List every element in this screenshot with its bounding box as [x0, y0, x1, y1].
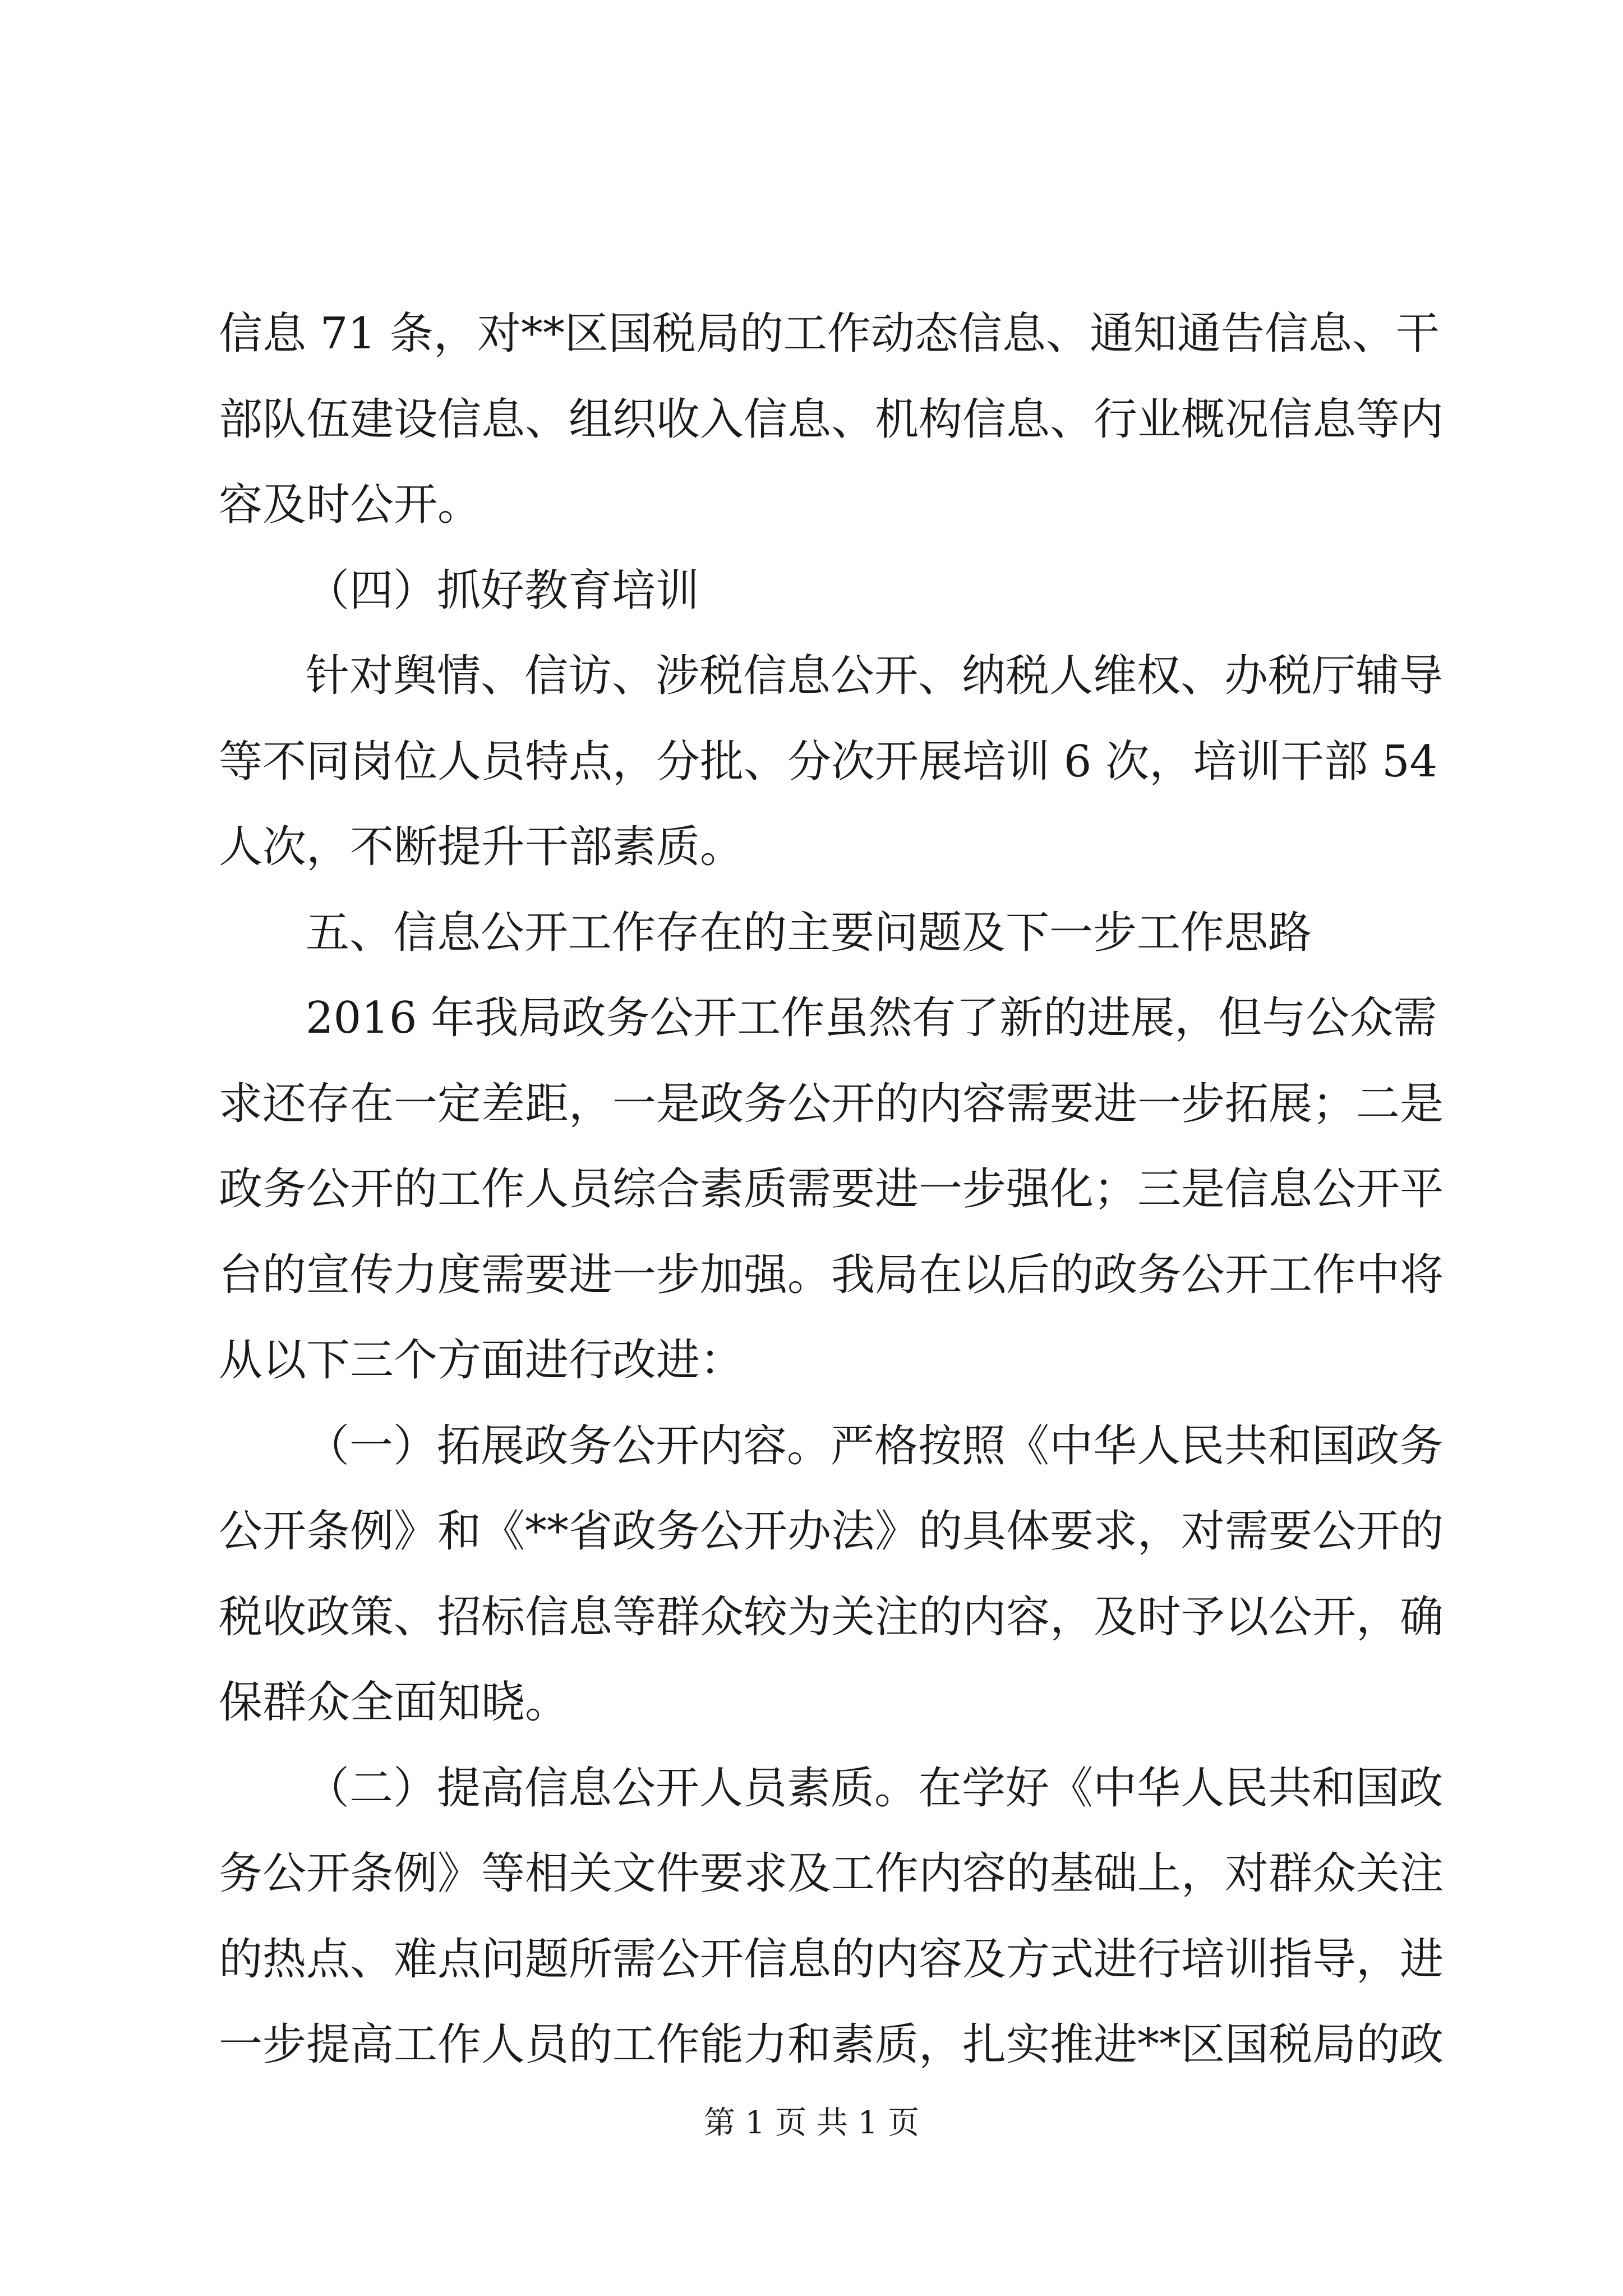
text-line: 针对舆情、信访、涉税信息公开、纳税人维权、办税厅辅导	[306, 651, 1444, 701]
text-line: 从以下三个方面进行改进：	[219, 1335, 744, 1386]
text-line: （一）拓展政务公开内容。严格按照《中华人民共和国政务	[306, 1421, 1444, 1471]
text-line: 2016 年我局政务公开工作虽然有了新的进展，但与公众需	[306, 993, 1437, 1043]
text-line: 务公开条例》等相关文件要求及工作内容的基础上，对群众关注	[219, 1848, 1444, 1899]
text-line: 等不同岗位人员特点，分批、分次开展培训 6 次，培训干部 54	[219, 737, 1438, 787]
text-line: 容及时公开。	[219, 480, 482, 530]
text-line: 税收政策、招标信息等群众较为关注的内容，及时予以公开，确	[219, 1592, 1444, 1642]
text-line: 台的宣传力度需要进一步加强。我局在以后的政务公开工作中将	[219, 1250, 1444, 1300]
text-line: 政务公开的工作人员综合素质需要进一步强化；三是信息公开平	[219, 1164, 1444, 1214]
text-line: 公开条例》和《**省政务公开办法》的具体要求，对需要公开的	[219, 1506, 1444, 1557]
text-line: 保群众全面知晓。	[219, 1677, 569, 1728]
section-heading: （四）抓好教育培训	[306, 565, 700, 616]
text-line: 人次，不断提升干部素质。	[219, 822, 744, 872]
section-heading: 五、信息公开工作存在的主要问题及下一步工作思路	[306, 908, 1312, 958]
page-footer: 第 1 页 共 1 页	[703, 2105, 920, 2141]
text-line: 部队伍建设信息、组织收入信息、机构信息、行业概况信息等内	[219, 394, 1444, 445]
text-line: 一步提高工作人员的工作能力和素质，扎实推进**区国税局的政	[219, 2019, 1444, 2070]
text-line: 的热点、难点问题所需公开信息的内容及方式进行培训指导，进	[219, 1934, 1444, 1985]
text-line: 求还存在一定差距，一是政务公开的内容需要进一步拓展；二是	[219, 1079, 1444, 1129]
text-line: （二）提高信息公开人员素质。在学好《中华人民共和国政	[306, 1763, 1444, 1814]
text-line: 信息 71 条，对**区国税局的工作动态信息、通知通告信息、干	[219, 309, 1440, 359]
